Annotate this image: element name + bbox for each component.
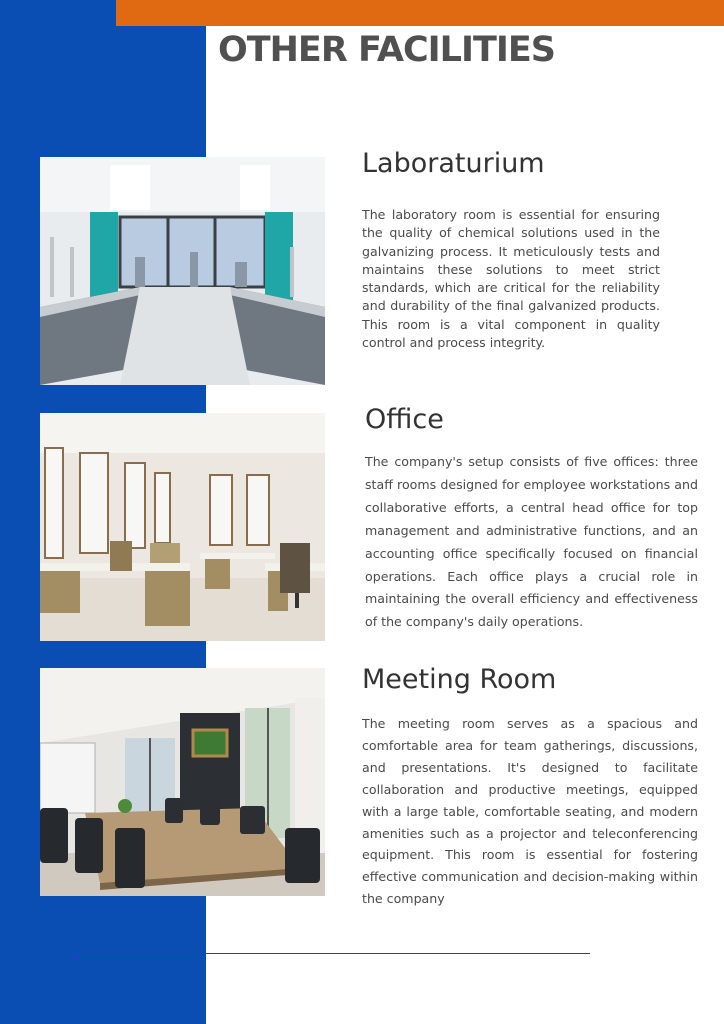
laboratory-photo [40, 157, 325, 385]
section-title-laboratory: Laboraturium [362, 148, 545, 179]
section-text-meeting-room: The meeting room serves as a spacious and comfortable area for team gatherings, discussions, and presentations. It's designed to facilitate collaboration and productive meetings, equipped with a large table, comfortable seating, and modern amenities such as a projector and teleconferencing equipment. This room is essential for fostering effective communication and decision-making within the company [362, 716, 698, 907]
office-photo [40, 413, 325, 641]
section-text-laboratory: The laboratory room is essential for ensuring the quality of chemical solutions used in the galvanizing process. It meticulously tests and maintains these solutions to meet strict standards, which are critical for the reliability and durability of the final galvanized products. This room is a vital component in quality control and process integrity. [362, 207, 660, 351]
page-title: OTHER FACILITIES [218, 30, 555, 70]
bottom-divider [72, 953, 590, 954]
meeting-room-photo [40, 668, 325, 896]
orange-top-bar [116, 0, 724, 26]
section-title-office: Office [365, 404, 444, 435]
section-title-meeting-room: Meeting Room [362, 664, 557, 695]
section-text-office: The company's setup consists of five offices: three staff rooms designed for employee workstations and collaborative efforts, a central head office for top management and administrative functions, and an accounting office specifically focused on financial operations. Each office plays a crucial role in maintaining the overall efficiency and effectiveness of the company's daily operations. [365, 454, 698, 630]
